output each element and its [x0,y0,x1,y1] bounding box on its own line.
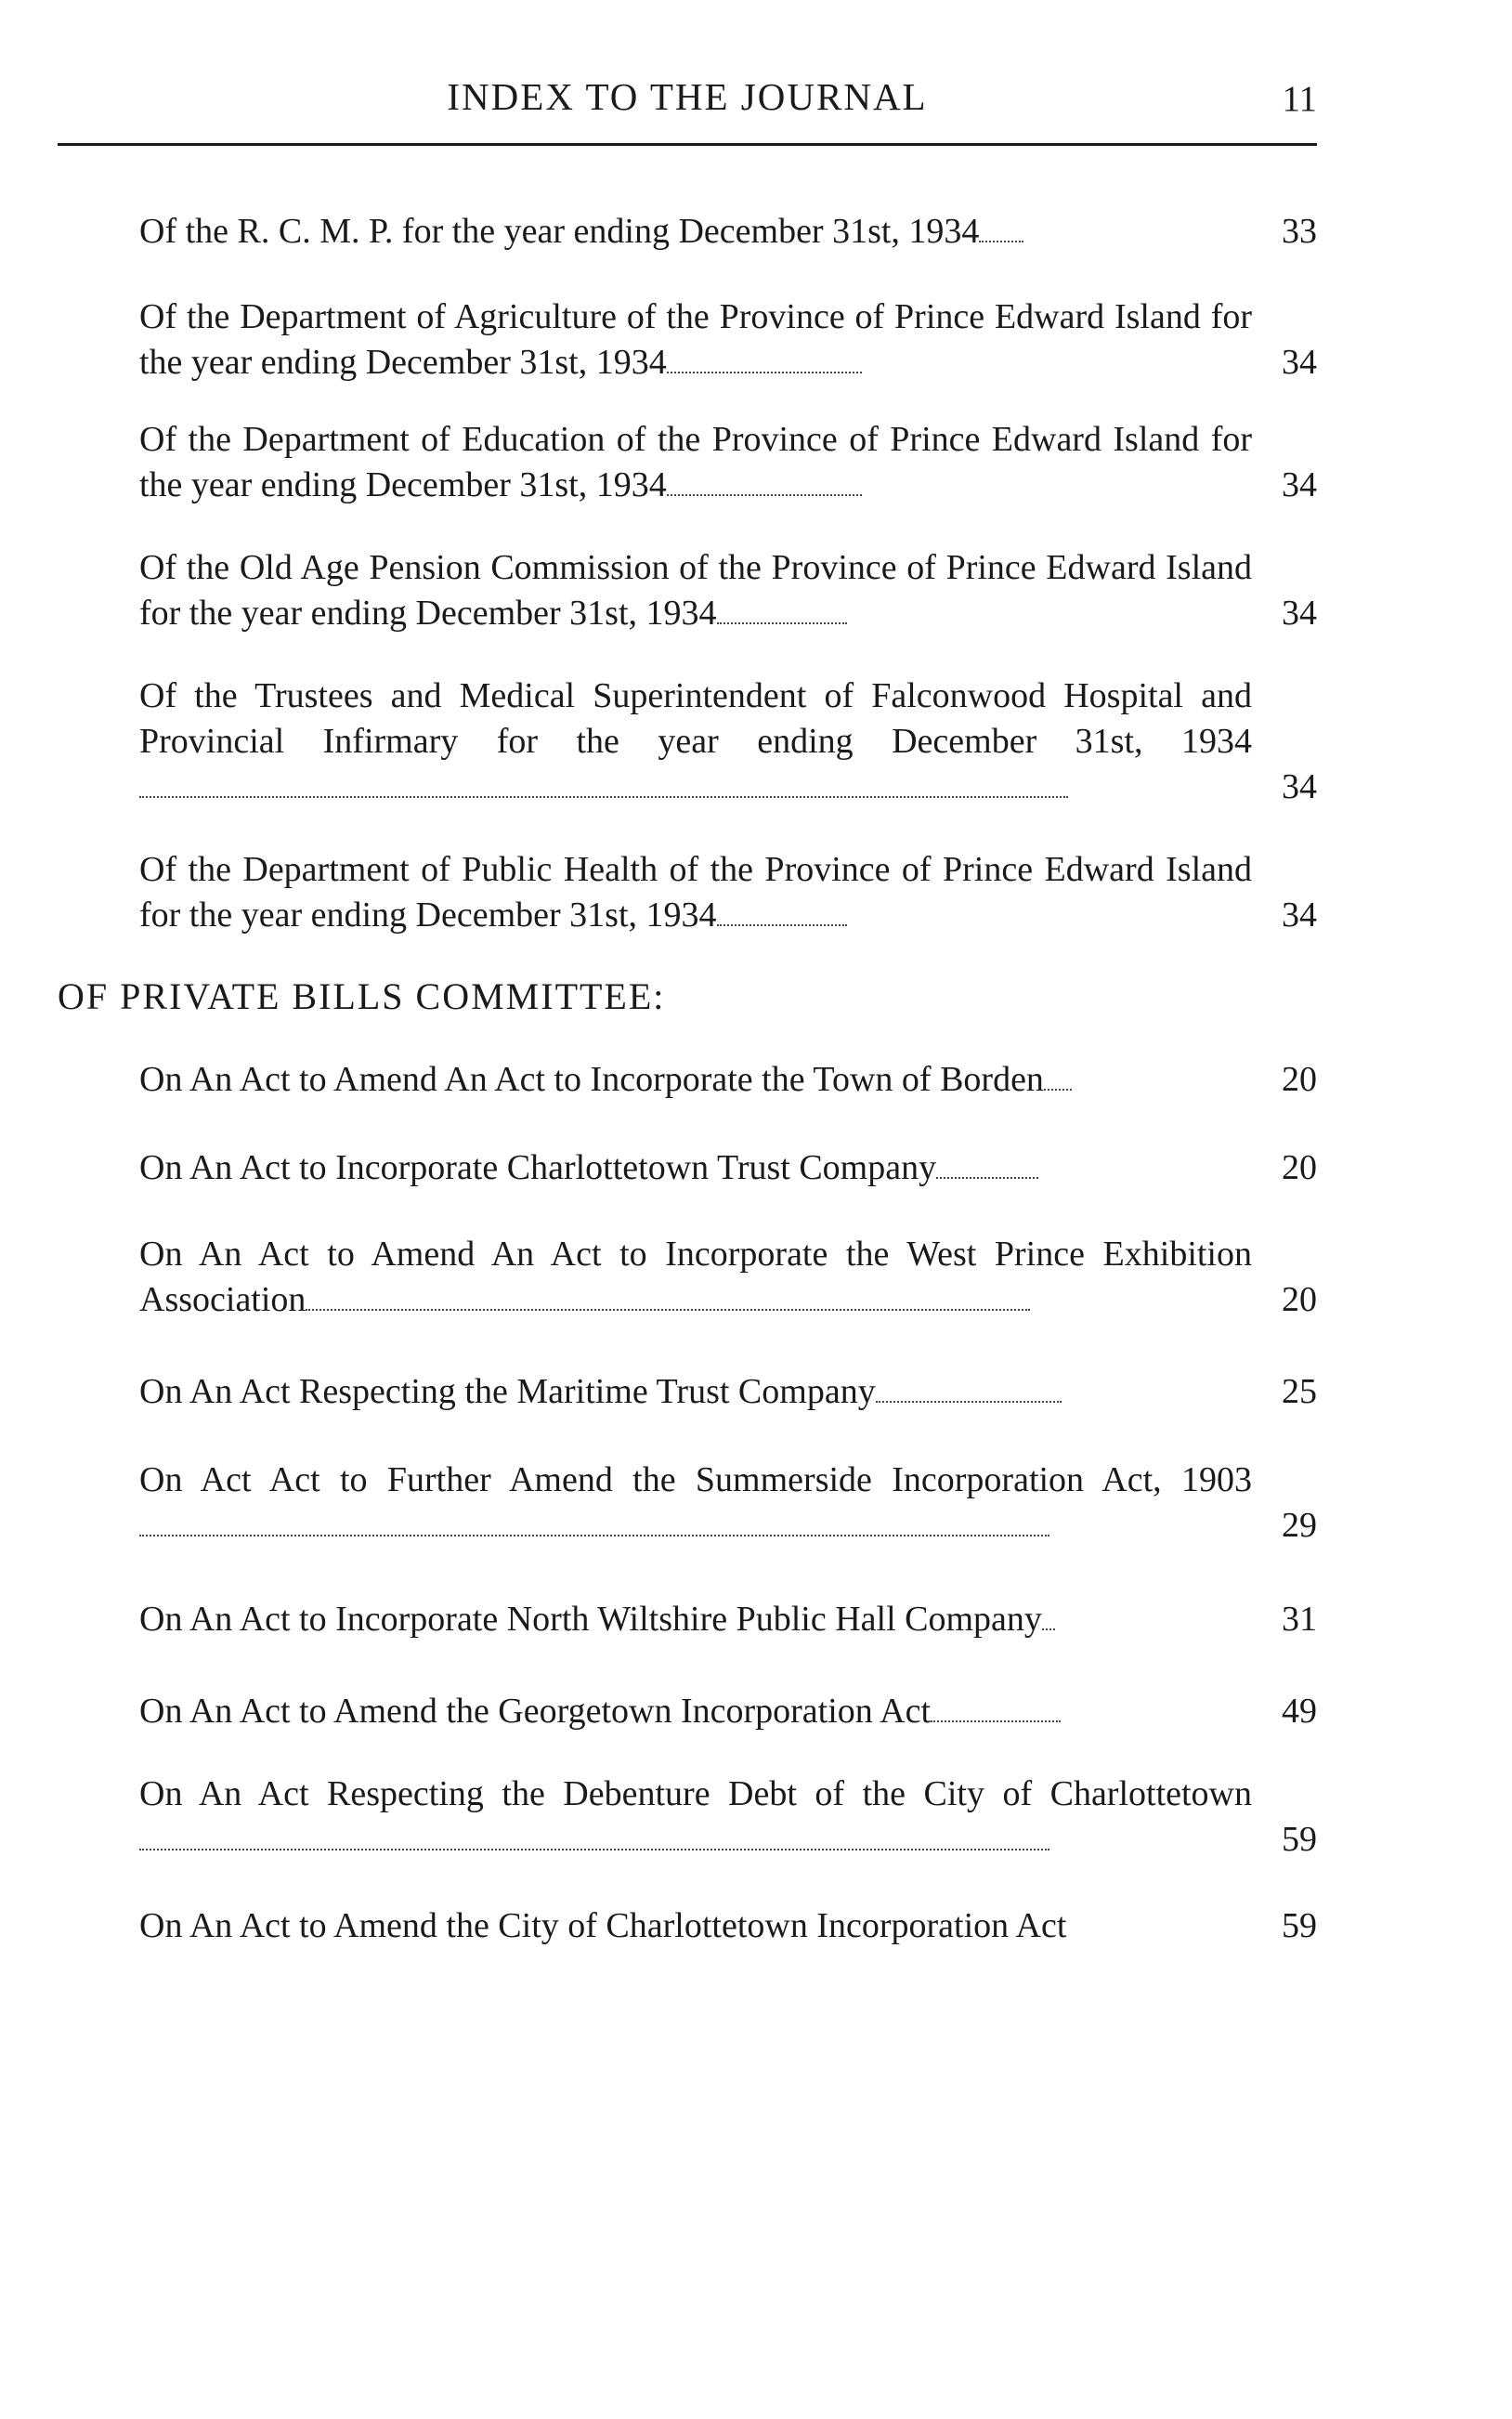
index-entry [58,1232,1317,1323]
index-entry [58,1369,1317,1415]
dot-leader [139,1534,1049,1536]
index-entry [58,1458,1317,1549]
dot-leader [876,1400,1062,1403]
entry-page-number: 34 [1282,465,1317,504]
entry-text: On An Act Respecting the Maritime Trust Company [139,1372,876,1411]
index-entry [58,1689,1317,1734]
entry-page-number: 20 [1282,1280,1317,1319]
index-entry [58,209,1317,255]
dot-leader [979,240,1023,242]
index-entry [58,1772,1317,1863]
entry-text: Of the Department of Agriculture of the Province of Prince Edward Island for the year ending December 31st, 1934 [139,297,1252,382]
page-number: 11 [1282,79,1317,119]
entry-text: Of the Old Age Pension Commission of the Province of Prince Edward Island for the year ending December 31st, 1934 [139,548,1252,633]
entry-page-number: 49 [1282,1692,1317,1731]
index-entry [58,1903,1317,1949]
entry-text: On Act Act to Further Amend the Summerside Incorporation Act, 1903 [139,1460,1252,1499]
entry-text: On An Act to Amend the City of Charlottetown Incorporation Act [139,1906,1067,1945]
entry-text: On An Act Respecting the Debenture Debt of the City of Charlottetown [139,1774,1252,1813]
entry-text: Of the R. C. M. P. for the year ending December 31st, 1934 [139,212,980,251]
dot-leader [1042,1628,1055,1630]
entry-page-number: 59 [1282,1820,1317,1859]
header-rule [58,143,1317,146]
index-entry [58,1597,1317,1642]
entry-text: On An Act to Amend An Act to Incorporate the West Prince Exhibition Association [139,1235,1252,1319]
page-header [58,65,1317,147]
entry-page-number: 59 [1282,1906,1317,1945]
entry-text: On An Act to Incorporate North Wiltshire Public Hall Company [139,1600,1042,1639]
entry-text: Of the Department of Public Health of the Province of Prince Edward Island for the year ending December 31st, 1934 [139,850,1252,935]
dot-leader [139,795,1068,798]
dot-leader [936,1176,1038,1179]
dot-leader [306,1308,1030,1311]
dot-leader [667,371,862,373]
index-content [58,209,1317,1949]
entry-text: On An Act to Amend the Georgetown Incorporation Act [139,1692,932,1731]
entry-page-number: 34 [1282,767,1317,806]
entry-page-number: 25 [1282,1372,1317,1411]
entry-page-number: 33 [1282,212,1317,251]
index-entry [58,545,1317,636]
index-entry [58,673,1317,810]
dot-leader [717,621,847,624]
index-entry [58,847,1317,938]
running-title: INDEX TO THE JOURNAL [447,75,928,118]
dot-leader [931,1719,1061,1722]
entry-page-number: 34 [1282,896,1317,935]
entry-text: On An Act to Incorporate Charlottetown Trust Company [139,1148,937,1187]
entry-page-number: 34 [1282,343,1317,382]
entry-page-number: 29 [1282,1506,1317,1545]
index-entry [58,1145,1317,1191]
entry-page-number: 20 [1282,1060,1317,1099]
dot-leader [667,493,862,496]
section-heading: OF PRIVATE BILLS COMMITTEE: [58,975,666,1017]
dot-leader [717,923,847,926]
entry-text: Of the Department of Education of the Province of Prince Edward Island for the year ending December 31st, 1934 [139,420,1252,504]
dot-leader [139,1848,1049,1850]
index-entry [58,417,1317,508]
entry-page-number: 31 [1282,1600,1317,1639]
entry-text: Of the Trustees and Medical Superintendent of Falconwood Hospital and Provincial Infirmary for the year ending December 31st, 1934 [139,676,1252,761]
index-entry [58,1057,1317,1103]
entry-page-number: 20 [1282,1148,1317,1187]
dot-leader [1044,1088,1072,1091]
entry-text: On An Act to Amend An Act to Incorporate the Town of Borden [139,1060,1044,1099]
index-entry [58,294,1317,386]
entry-page-number: 34 [1282,594,1317,633]
